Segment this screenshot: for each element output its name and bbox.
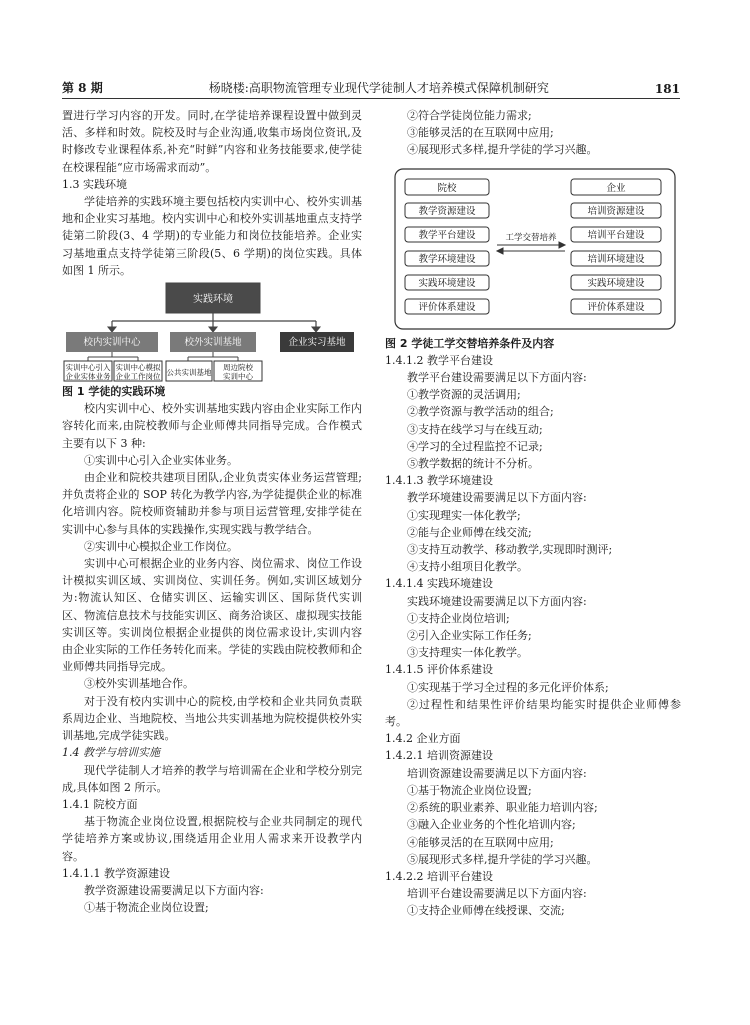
paragraph: 培训资源建设需要满足以下方面内容:: [407, 766, 587, 780]
list-item: ③融入企业业务的个性化培训内容;: [407, 818, 576, 832]
paragraph: 由企业和院校共建项目团队,企业负责实体业务运营管理;并负责将企业的 SOP 转化为教学内容,为学徒提供企业的标准化培训内容。院校师资辅助并参与项目运营管理,安排学徒在实训中心参与具体的实践操作,实现实践与教学结合。: [62, 471, 362, 536]
paragraph: 实践环境建设需要满足以下方面内容:: [407, 594, 587, 608]
section-heading-1-4-2: 1.4.2 企业方面: [385, 732, 461, 746]
list-item: ①教学资源的灵活调用;: [407, 388, 521, 402]
list-item: ①支持企业师傅在线授课、交流;: [407, 904, 565, 918]
issue-number: 第 8 期: [62, 81, 103, 95]
list-item: ③支持在线学习与在线互动;: [407, 422, 543, 436]
list-item: ②系统的职业素养、职业能力培训内容;: [407, 801, 598, 815]
campus-center-label: 校内实训中心: [83, 337, 141, 349]
paragraph: 置进行学习内容的开发。同时,在学徒培养课程设置中做到灵活、多样和时效。院校及时与企业沟通,收集市场岗位资讯,及时修改专业课程体系,补充“时鲜”内容和业务技能要求,使学徒在校课程能“应市场需求而动”。: [62, 109, 362, 174]
running-title: 杨晓楼:高职物流管理专业现代学徒制人才培养模式保障机制研究: [208, 81, 549, 95]
list-item: ①基于物流企业岗位设置;: [407, 783, 532, 797]
section-heading-1-4-1-4: 1.4.1.4 实践环境建设: [385, 577, 493, 591]
section-heading-1-4-2-2: 1.4.2.2 培训平台建设: [385, 869, 493, 883]
section-heading-1-4-1-2: 1.4.1.2 教学平台建设: [385, 353, 493, 367]
paragraph: 培训平台建设需要满足以下方面内容:: [407, 887, 587, 901]
school-label: 院校: [437, 182, 457, 194]
list-item: ①实现基于学习全过程的多元化评价体系;: [407, 680, 609, 694]
company-item-5-label: 评价体系建设: [587, 301, 645, 313]
mode-item-2: ②实训中心模拟企业工作岗位。: [84, 539, 238, 553]
page-number: 181: [654, 82, 680, 96]
company-item-4-label: 实践环境建设: [587, 277, 645, 289]
leaf-1-line-1: 实训中心引入: [65, 363, 111, 373]
list-item: ④能够灵活的在互联网中应用;: [407, 835, 554, 849]
section-heading-1-4-1-5: 1.4.1.5 评价体系建设: [385, 663, 493, 677]
root-label: 实践环境: [193, 294, 233, 306]
leaf-3-label: 公共实训基地: [166, 368, 212, 378]
list-item: ③支持理实一体化教学。: [407, 646, 528, 660]
leaf-2-line-1: 实训中心模拟: [115, 363, 161, 373]
paragraph: 基于物流企业岗位设置,根据院校与企业共同制定的现代学徒培养方案或协议,围绕适用企业用人需求来开设教学内容。: [62, 815, 362, 863]
mode-item-1: ①实训中心引入企业实体业务。: [84, 453, 238, 467]
section-heading-1-4: 1.4 教学与培训实施: [62, 746, 160, 760]
leaf-1-line-2: 企业实体业务: [65, 372, 111, 382]
company-item-1-label: 培训资源建设: [587, 205, 645, 217]
arrow-label: 工学交替培养: [505, 232, 557, 243]
leaf-2-line-2: 企业工作岗位: [115, 372, 161, 382]
figure-2-diagram: [385, 165, 681, 335]
section-heading-1-4-1: 1.4.1 院校方面: [62, 797, 138, 811]
school-item-4-label: 实践环境建设: [418, 277, 476, 289]
leaf-4-line-1: 周边院校: [223, 363, 253, 373]
school-item-2-label: 教学平台建设: [418, 229, 476, 241]
paragraph: 对于没有校内实训中心的院校,由学校和企业共同负责联系周边企业、当地院校、当地公共实训基地为院校提供校外实训基地,完成学徒实践。: [62, 694, 362, 743]
enterprise-base-label: 企业实习基地: [288, 337, 346, 349]
running-header: [62, 80, 680, 96]
list-item: ②引入企业实际工作任务;: [407, 629, 532, 643]
company-label: 企业: [606, 182, 626, 194]
list-item: ②能与企业师傅在线交流;: [407, 525, 532, 539]
mode-item-3: ③校外实训基地合作。: [84, 677, 194, 691]
header-rule: [62, 98, 680, 99]
list-item: ④支持小组项目化教学。: [407, 560, 528, 574]
list-item: ③能够灵活的在互联网中应用;: [407, 126, 554, 140]
school-item-1-label: 教学资源建设: [418, 205, 476, 217]
paragraph: 教学资源建设需要满足以下方面内容:: [84, 883, 264, 897]
list-item: ②教学资源与教学活动的组合;: [407, 405, 554, 419]
list-item: ②过程性和结果性评价结果均能实时提供企业师傅参考。: [385, 697, 681, 729]
figure-1-caption: 图 1 学徒的实践环境: [62, 385, 166, 399]
company-item-2-label: 培训平台建设: [587, 229, 645, 241]
school-item-3-label: 教学环境建设: [418, 253, 476, 265]
left-column: [62, 107, 362, 916]
section-heading-1-4-1-3: 1.4.1.3 教学环境建设: [385, 474, 493, 488]
right-column: [385, 107, 681, 920]
company-item-3-label: 培训环境建设: [587, 253, 645, 265]
section-heading-1-4-2-1: 1.4.2.1 培训资源建设: [385, 749, 493, 763]
school-item-5-label: 评价体系建设: [418, 301, 476, 313]
paragraph: 校内实训中心、校外实训基地实践内容由企业实际工作内容转化而来,由院校教师与企业师傅共同指导完成。合作模式主要有以下 3 种:: [62, 402, 362, 450]
list-item: ②符合学徒岗位能力需求;: [407, 109, 532, 122]
list-item: ①支持企业岗位培训;: [407, 611, 510, 625]
paragraph: 学徒培养的实践环境主要包括校内实训中心、校外实训基地和企业实习基地。校内实训中心和校外实训基地重点支持学徒第二阶段(3、4 学期)的专业能力和岗位技能培养。企业实习基地重点支持学徒第三阶段(5、6 学期)的岗位实践。具体如图 1 所示。: [62, 195, 362, 277]
section-heading-1-4-1-1: 1.4.1.1 教学资源建设: [62, 866, 170, 880]
list-item: ④展现形式多样,提升学徒的学习兴趣。: [407, 143, 598, 157]
figure-2-caption: 图 2 学徒工学交替培养条件及内容: [385, 336, 555, 350]
paragraph: 教学平台建设需要满足以下方面内容:: [407, 371, 587, 385]
figure-1-diagram: [62, 279, 362, 383]
offcampus-base-label: 校外实训基地: [184, 337, 242, 349]
list-item: ④学习的全过程监控不记录;: [407, 439, 543, 453]
list-item: ①基于物流企业岗位设置;: [84, 901, 209, 915]
list-item: ⑤展现形式多样,提升学徒的学习兴趣。: [407, 852, 598, 866]
section-heading-1-3: 1.3 实践环境: [62, 177, 127, 191]
list-item: ⑤教学数据的统计不分析。: [407, 457, 539, 471]
paragraph: 教学环境建设需要满足以下方面内容:: [407, 491, 587, 505]
list-item: ①实现理实一体化教学;: [407, 508, 521, 522]
paragraph: 现代学徒制人才培养的教学与培训需在企业和学校分别完成,具体如图 2 所示。: [62, 763, 362, 794]
alternating-arrow: [497, 242, 565, 254]
paragraph: 实训中心可根据企业的业务内容、岗位需求、岗位工作设计模拟实训区域、实训岗位、实训任务。例如,实训区域划分为:物流认知区、仓储实训区、运输实训区、国际货代实训区、物流信息技术与技能实训区、商务洽谈区、虚拟现实技能实训区等。实训岗位根据企业提供的岗位需求设计,实训内容由企业实际的工作任务转化而来。学徒的实践由院校教师和企业师傅共同指导完成。: [62, 557, 362, 674]
list-item: ③支持互动教学、移动教学,实现即时测评;: [407, 543, 613, 557]
leaf-4-line-2: 实训中心: [223, 372, 253, 382]
